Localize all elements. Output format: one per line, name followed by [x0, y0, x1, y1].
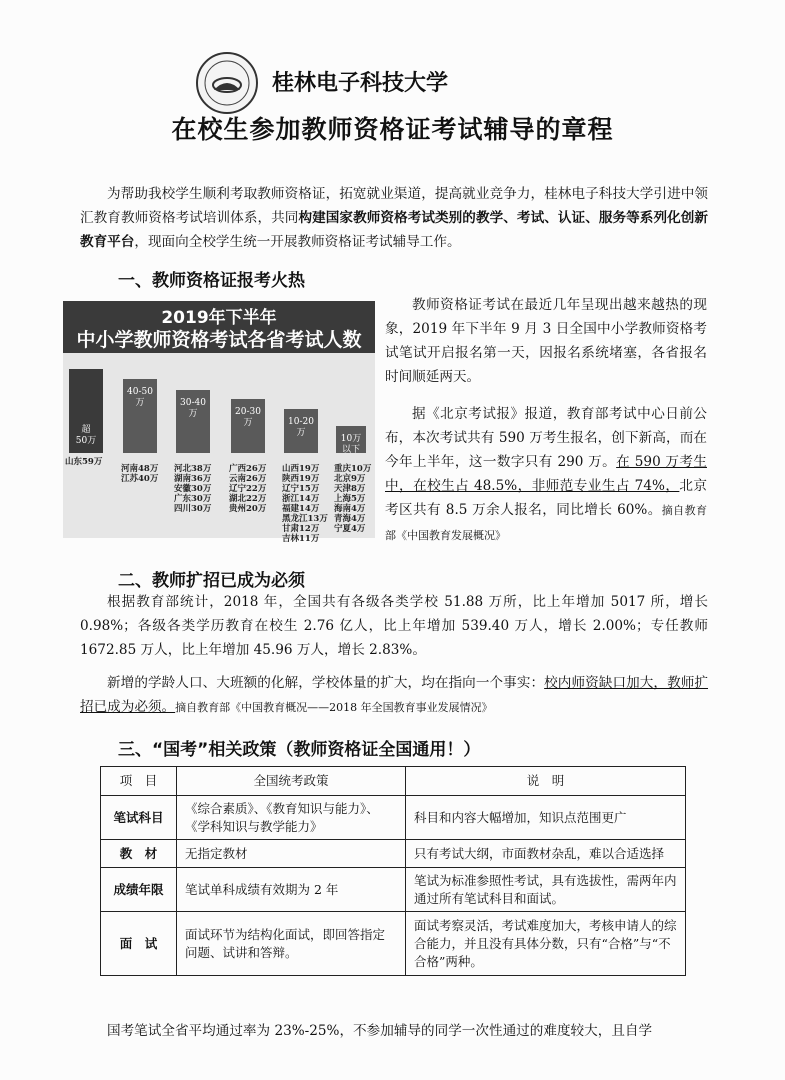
table-header-cell: 项 目	[101, 767, 177, 796]
table-cell: 面试考察灵活，考试难度加大，考核申请人的综合能力，并且没有具体分数，只有“合格”与“不合格”两种。	[406, 912, 686, 976]
chart-bar-label: 20-30 万	[235, 407, 261, 428]
table-row	[101, 868, 686, 912]
table-cell: 科目和内容大幅增加，知识点范围更广	[406, 796, 686, 840]
source-note: 摘自教育部《中国教育发展概况》	[385, 504, 708, 542]
table-row	[101, 912, 686, 976]
table-header-cell: 说 明	[406, 767, 686, 796]
chart-province-list: 重庆10万 北京9万 天津8万 上海5万 海南4万 青海4万 宁夏4万	[334, 464, 372, 534]
section-2-heading: 二、教师扩招已成为必须	[118, 571, 305, 591]
section-3-heading: 三、“国考”相关政策（教师资格证全国通用！）	[118, 740, 481, 760]
table-cell: 无指定教材	[177, 840, 406, 868]
university-name: 桂林电子科技大学	[272, 71, 449, 96]
table-cell: 面 试	[101, 912, 177, 976]
table-cell: 只有考试大纲，市面教材杂乱，难以合适选择	[406, 840, 686, 868]
chart-bar-label: 30-40 万	[180, 398, 206, 419]
chart-province-list: 河南48万 江苏40万	[121, 464, 159, 484]
table-cell: 教 材	[101, 840, 177, 868]
footer-paragraph: 国考笔试全省平均通过率为 23%-25%，不参加辅导的同学一次性通过的难度较大，且自学	[107, 1023, 653, 1039]
section-1-heading: 一、教师资格证报考火热	[118, 271, 305, 291]
source-note: 摘自教育部《中国教育概况——2018 年全国教育事业发展情况》	[175, 701, 493, 714]
chart-subtitle: 中小学教师资格考试各省考试人数	[76, 329, 362, 351]
document-header	[0, 52, 785, 147]
section-2-paragraph-1: 根据教育部统计，2018 年，全国共有各级各类学校 51.88 万所，比上年增加 5017 所，增长 0.98%；各级各类学历教育在校生 2.76 亿人，比上年增加 539.40 万人，增长 2.00%；专任教师 1672.85 万人，比上年增加 45.96 万人，增长 2.83%。	[80, 594, 708, 658]
chart-title: 2019年下半年	[161, 308, 277, 328]
table-cell: 笔试单科成绩有效期为 2 年	[177, 868, 406, 912]
table-cell: 《综合素质》、《教育知识与能力》、《学科知识与教学能力》	[177, 796, 406, 840]
chart-bar-label: 40-50 万	[127, 387, 153, 408]
chart-province-list: 广西26万 云南26万 辽宁22万 湖北22万 贵州20万	[229, 464, 267, 514]
section-1-paragraph-2: 据《北京考试报》报道，教育部考试中心日前公布，本次考试共有 590 万考生报名，创下新高，而在今年上半年，这一数字只有 290 万。在 590 万考生中，在校生占 48.5%，非师范专业生占 74%，北京考区共有 8.5 万余人报名，同比增长 60%。摘自教育部《中国教育发展概况》	[385, 406, 708, 542]
table-cell: 笔试为标准参照性考试，具有选拔性，需两年内通过所有笔试科目和面试。	[406, 868, 686, 912]
exam-registrations-chart	[63, 301, 375, 544]
document-title: 在校生参加教师资格证考试辅导的章程	[171, 115, 614, 144]
table-header-cell: 全国统考政策	[177, 767, 406, 796]
table-cell: 成绩年限	[101, 868, 177, 912]
exam-policy-table	[100, 766, 686, 976]
section-1-paragraph-1: 教师资格证考试在最近几年呈现出越来越热的现象，2019 年下半年 9 月 3 日全国中小学教师资格考试笔试开启报名第一天，因报名系统堵塞，各省报名时间顺延两天。	[385, 297, 707, 385]
chart-province-list: 山西19万 陕西19万 辽宁15万 浙江14万 福建14万 黑龙江13万 甘肃12万 吉林11万	[282, 464, 328, 544]
chart-bar-label: 超 50万	[75, 425, 97, 446]
table-cell: 面试环节为结构化面试，即回答指定问题、试讲和答辩。	[177, 912, 406, 976]
chart-bar-label: 10万 以下	[340, 434, 362, 455]
table-cell: 笔试科目	[101, 796, 177, 840]
chart-bar-label: 10-20 万	[288, 417, 314, 438]
university-logo	[196, 52, 258, 114]
table-header-row	[101, 767, 686, 796]
section-2-paragraph-2: 新增的学龄人口、大班额的化解，学校体量的扩大，均在指向一个事实：校内师资缺口加大，教师扩招已成为必须。摘自教育部《中国教育概况——2018 年全国教育事业发展情况》	[80, 675, 709, 715]
intro-paragraph: 为帮助我校学生顺利考取教师资格证，拓宽就业渠道，提高就业竞争力，桂林电子科技大学引进中领汇教育教师资格考试培训体系，共同构建国家教师资格考试类别的教学、考试、认证、服务等系列化创新教育平台，现面向全校学生统一开展教师资格证考试辅导工作。	[80, 186, 709, 250]
table-row	[101, 796, 686, 840]
table-row	[101, 840, 686, 868]
chart-province-list: 河北38万 湖南36万 安徽30万 广东30万 四川30万	[174, 464, 212, 514]
chart-province-list: 山东59万	[65, 457, 103, 467]
